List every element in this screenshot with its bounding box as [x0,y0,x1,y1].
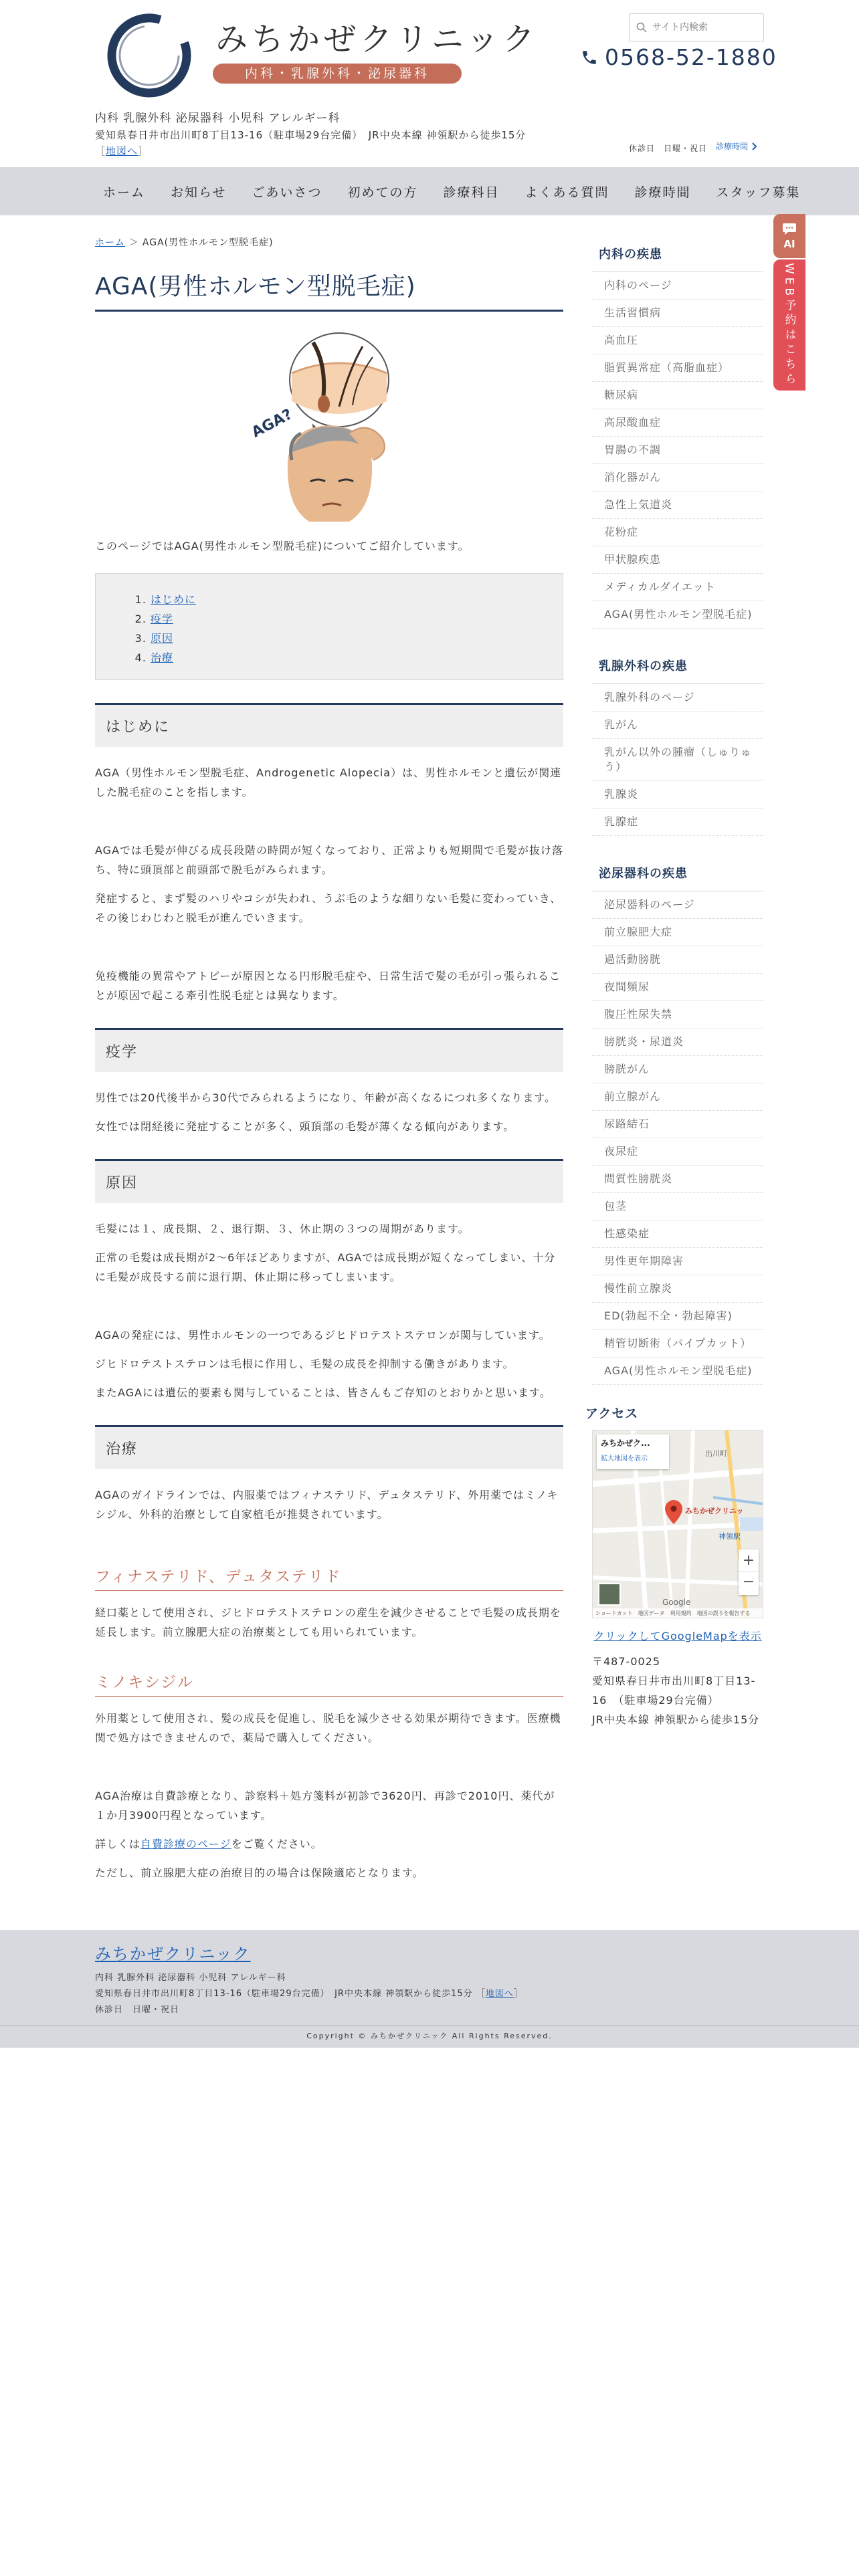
spacer [95,1747,563,1777]
paragraph: AGA（男性ホルモン型脱毛症、Androgenetic Alopecia）は、男性ホルモンと遺伝が関連した脱毛症のことを指します。 [95,766,562,798]
map-link-bracket-open: ［ [476,1989,486,1999]
footer-address [95,1986,523,1999]
nav-item-recruit[interactable]: スタッフ募集 [716,185,801,200]
footer-departments: 内科 乳腺外科 泌尿器科 小児科 アレルギー科 [95,1973,286,1983]
nav-item-faq[interactable]: よくある質問 [524,185,609,200]
sidebar-item[interactable]: 慢性前立腺炎 [592,1275,763,1303]
text-fragment: をご覧ください。 [231,1838,322,1850]
sidebar-item[interactable]: 急性上気道炎 [592,492,763,519]
paragraph: AGA治療は自費診療となり、診察料＋処方箋料が初診で3620円、再診で2010円、薬代が１か月3900円程となっています。 [95,1790,555,1822]
sidebar-item[interactable]: 前立腺肥大症 [592,919,763,946]
access-heading: アクセス [585,1406,639,1421]
sidebar-item[interactable]: 乳腺症 [592,809,763,836]
map-link-bracket-close: ］ [513,1989,523,1999]
toc-item [151,648,563,667]
intro-text: このページではAGA(男性ホルモン型脱毛症)についてご紹介しています。 [95,540,470,552]
map-footer-bar: ショートカット 地図データ 利用規約 地図の誤りを報告する [593,1608,763,1618]
sidebar-item[interactable]: 内科のページ [592,272,763,300]
sidebar-item[interactable]: 過活動膀胱 [592,946,763,974]
paragraph: 発症すると、まず髪のハリやコシが失われ、うぶ毛のような細りない毛髪に変わっていき、その後じわじわと脱毛が進んでいきます。 [95,892,562,924]
ai-chat-tab[interactable] [773,214,805,258]
sidebar-item[interactable]: 夜間頻尿 [592,974,763,1001]
sidebar-item[interactable]: 包茎 [592,1193,763,1220]
ai-tab-label: AI [783,238,795,250]
footer-map-link[interactable]: 地図へ [485,1989,514,1999]
spacer [95,928,563,957]
toc-link-chiryo[interactable]: 治療 [151,651,174,664]
spacer [95,1287,563,1316]
sidebar-group-nyusen [592,647,763,836]
paragraph: 女性では閉経後に発症することが多く、頭頂部の毛髪が薄くなる傾向があります。 [95,1120,515,1133]
nav-item-departments[interactable]: 診療科目 [443,185,500,200]
map-link-bracket-close: ］ [138,145,149,157]
section-heading-ekigaku: 疫学 [95,1028,563,1072]
map-link-bracket-open: ［ [95,145,106,157]
sidebar-item[interactable]: 乳がん [592,712,763,739]
toc-link-hajimeni[interactable]: はじめに [151,593,197,606]
paragraph: 外用薬として使用され、髪の成長を促進し、脱毛を減少させる効果が期待できます。医療機関で処方はできませんので、薬局で購入してください。 [95,1712,561,1744]
phone-number[interactable] [581,44,777,70]
map-pin-icon [665,1500,682,1524]
footer-holidays: 休診日 日曜・祝日 [95,2005,180,2015]
paragraph: AGAの発症には、男性ホルモンの一つであるジヒドロテストステロンが関与しています。 [95,1329,551,1341]
table-of-contents [95,573,563,680]
map-zoom-controls [739,1549,759,1595]
breadcrumb-separator: ＞ [128,237,139,248]
search-icon [636,22,647,33]
sidebar-item[interactable]: ED(勃起不全・勃起障害) [592,1303,763,1330]
paragraph: AGAのガイドラインでは、内服薬ではフィナステリド、デュタステリド、外用薬ではミノキシジル、外科的治療として自家植毛が推奨されています。 [95,1489,559,1521]
hair-loss-illustration [249,326,409,527]
paragraph: AGAでは毛髪が伸びる成長段階の時間が短くなっており、正常よりも短期間で毛髪が抜け落ち、特に頭頂部と前頭部で脱毛がみられます。 [95,844,564,876]
footer-clinic-name-link[interactable]: みちかぜクリニック [95,1945,251,1963]
sidebar-item[interactable]: 前立腺がん [592,1083,763,1111]
sidebar-item[interactable]: 泌尿器科のページ [592,891,763,919]
global-nav [0,167,859,215]
sidebar-item[interactable]: 胃腸の不調 [592,437,763,464]
section-heading-genin: 原因 [95,1159,563,1203]
access-address-text: 愛知県春日井市出川町8丁目13-16 （駐車場29台完備） [592,1675,756,1707]
map-pin-label: みちかぜクリニッ [685,1507,744,1515]
toc-item [151,629,563,648]
access-address [592,1652,763,1729]
zoom-in-icon[interactable]: + [739,1549,759,1572]
section-heading-chiryo: 治療 [95,1425,563,1469]
footer-address-text: 愛知県春日井市出川町8丁目13-16（駐車場29台完備） JR中央本線 神領駅から徒歩15分 [95,1989,473,1999]
sidebar-item[interactable]: 精管切断術（パイプカット） [592,1330,763,1358]
sidebar-item[interactable]: 脂質異常症（高脂血症） [592,354,763,382]
paragraph: 免疫機能の異常やアトピーが原因となる円形脱毛症や、日常生活で髪の毛が引っ張られることが原因で起こる牽引性脱毛症とは異なります。 [95,970,561,1002]
sidebar [585,235,763,1729]
sidebar-item[interactable]: 尿路結石 [592,1111,763,1138]
open-google-map-link[interactable]: クリックしてGoogleMapを表示 [593,1630,762,1642]
subheading-finasteride: フィナステリド、デュタステリド [95,1564,563,1591]
site-header [0,0,859,167]
toc-link-genin[interactable]: 原因 [151,632,174,645]
map-enlarge-link[interactable]: 拡大地図を表示 [601,1455,648,1463]
sidebar-item[interactable]: 乳腺炎 [592,781,763,809]
sidebar-item[interactable]: AGA(男性ホルモン型脱毛症) [592,1358,763,1385]
hours-link-label: 診療時間 [716,142,749,151]
header-map-link[interactable]: 地図へ [106,145,138,157]
toc-item [151,609,563,629]
self-pay-page-link[interactable]: 自費診療のページ [140,1838,231,1850]
sidebar-heading: 泌尿器科の疾患 [592,855,763,891]
map-satellite-toggle-icon[interactable] [598,1583,621,1606]
copyright-bar: Copyright © みちかぜクリニック All Rights Reserved. [0,2025,859,2048]
chat-bubble-icon [782,222,797,235]
map-info-card [597,1434,669,1469]
sidebar-heading: 内科の疾患 [592,235,763,272]
sidebar-item[interactable]: 消化器がん [592,464,763,492]
zoom-out-icon[interactable]: − [742,1574,755,1590]
map-station-label: 神領駅 [719,1532,741,1541]
breadcrumb-current: AGA(男性ホルモン型脱毛症) [142,237,274,248]
sidebar-item[interactable]: AGA(男性ホルモン型脱毛症) [592,601,763,629]
sidebar-item[interactable]: 男性更年期障害 [592,1248,763,1275]
paragraph [95,1834,563,1854]
paragraph: 毛髪には１、成長期、２、退行期、３、休止期の３つの周期があります。 [95,1222,470,1235]
paragraph: ジヒドロテストステロンは毛根に作用し、毛髪の成長を抑制する働きがあります。 [95,1358,514,1370]
paragraph: またAGAには遺伝的要素も関与していることは、皆さんもご存知のとおりかと思います。 [95,1386,551,1399]
sidebar-item[interactable]: 高尿酸血症 [592,409,763,437]
search-input[interactable] [652,22,759,33]
nav-item-greeting[interactable]: ごあいさつ [252,185,322,200]
sidebar-item[interactable]: 夜尿症 [592,1138,763,1166]
sidebar-item[interactable]: 性感染症 [592,1220,763,1248]
breadcrumb-home-link[interactable]: ホーム [95,237,125,248]
phone-icon [581,49,598,66]
spacer [95,802,563,831]
toc-item [151,590,563,609]
main-content [95,235,563,1883]
departments-line: 内科 乳腺外科 泌尿器科 小児科 アレルギー科 [95,112,341,125]
toc-link-ekigaku[interactable]: 疫学 [151,613,174,625]
holidays-text: 休診日 日曜・祝日 [629,144,708,153]
sidebar-item[interactable]: 腹圧性尿失禁 [592,1001,763,1029]
sidebar-item[interactable]: 花粉症 [592,519,763,546]
nav-item-hours[interactable]: 診療時間 [634,185,691,200]
sidebar-item[interactable]: 生活習慣病 [592,300,763,327]
postal-code: 〒487-0025 [592,1655,661,1668]
logo-brush-circle-icon[interactable] [106,12,193,99]
sidebar-item[interactable]: 間質性膀胱炎 [592,1166,763,1193]
paragraph: 正常の毛髪は成長期が2〜6年ほどありますが、AGAでは成長期が短くなってしまい、十分に毛髪が成長する前に退行期、休止期に移ってしまいます。 [95,1251,556,1283]
hero-aga-label: AGA? [249,406,296,441]
site-footer [0,1930,859,2025]
sidebar-group-naika [592,235,763,629]
page-title: AGA(男性ホルモン型脱毛症) [95,267,563,312]
map-google-brand: Google [662,1598,691,1607]
sidebar-item[interactable]: メディカルダイエット [592,574,763,601]
paragraph: 経口薬として使用され、ジヒドロテストステロンの産生を減少させることで毛髪の成長期を延長します。前立腺肥大症の治療薬としても用いられています。 [95,1606,561,1638]
chevron-right-icon [752,142,757,150]
map-area-label: 出川町 [705,1449,727,1458]
hours-link[interactable] [716,140,757,152]
paragraph: ただし、前立腺肥大症の治療目的の場合は保険適応となります。 [95,1866,424,1879]
google-map-embed[interactable] [592,1430,763,1618]
sidebar-heading: 乳腺外科の疾患 [592,647,763,684]
address-line [95,127,530,159]
sidebar-item[interactable]: 糖尿病 [592,382,763,409]
clinic-name-logo[interactable]: みちかぜクリニック [215,21,539,58]
phone-number-text: 0568-52-1880 [605,44,777,70]
web-reservation-tab[interactable]: WEB予約はこちら [773,259,805,391]
nav-item-first-visit[interactable]: 初めての方 [347,185,418,200]
sidebar-item[interactable]: 甲状腺疾患 [592,546,763,574]
clinic-tagline: 内科・乳腺外科・泌尿器科 [213,64,462,84]
sidebar-group-hinyoki [592,855,763,1385]
sidebar-item[interactable]: 高血圧 [592,327,763,354]
subheading-minoxidil: ミノキシジル [95,1670,563,1697]
map-card-title: みちかぜク... [601,1438,650,1448]
text-fragment: 詳しくは [95,1838,141,1850]
address-text: 愛知県春日井市出川町8丁目13-16（駐車場29台完備） JR中央本線 神領駅から徒歩15分 [95,129,527,141]
section-heading-hajimeni: はじめに [95,703,563,747]
sidebar-item[interactable]: 乳腺外科のページ [592,684,763,712]
nav-item-home[interactable]: ホーム [103,185,146,200]
site-search[interactable] [629,13,764,41]
sidebar-item[interactable]: 膀胱がん [592,1056,763,1083]
sidebar-item[interactable]: 膀胱炎・尿道炎 [592,1029,763,1056]
sidebar-item[interactable]: 乳がん以外の腫瘤（しゅりゅう） [592,739,763,781]
nav-item-news[interactable]: お知らせ [171,185,227,200]
access-station: JR中央本線 神領駅から徒歩15分 [592,1713,760,1726]
breadcrumb [95,235,563,249]
paragraph: 男性では20代後半から30代でみられるようになり、年齢が高くなるにつれ多くなります。 [95,1091,557,1104]
